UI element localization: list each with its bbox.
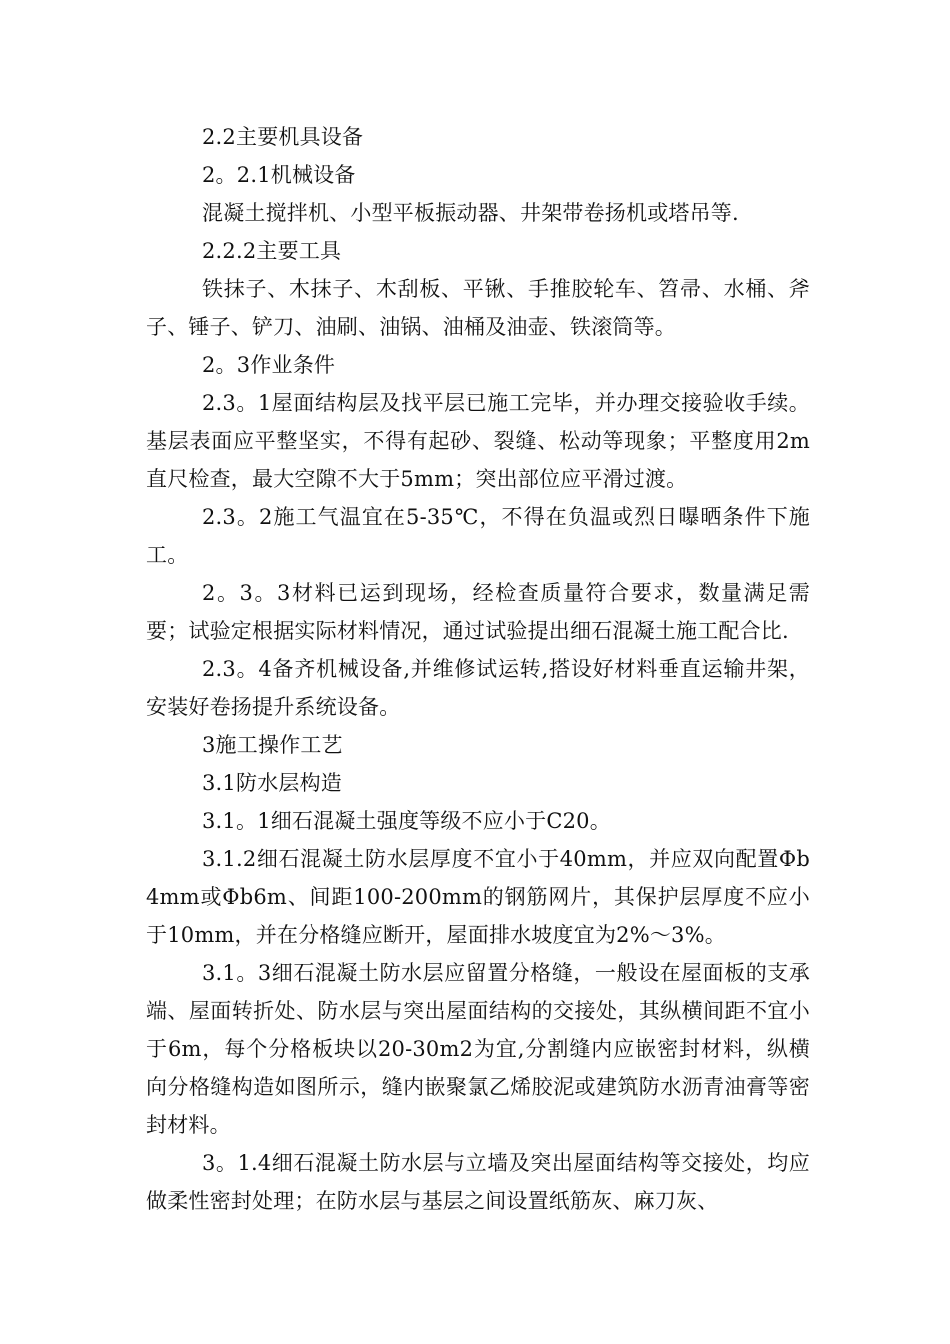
- document-body: [146, 118, 810, 1220]
- heading-2-3: 2。3作业条件: [202, 353, 336, 377]
- paragraph-2-3-2: 2.3。2施工气温宜在5-35℃，不得在负温或烈日曝晒条件下施工。: [146, 505, 810, 567]
- paragraph-3-1-4: 3。1.4细石混凝土防水层与立墙及突出屋面结构等交接处，均应做柔性密封处理；在防水层与基层之间设置纸筋灰、麻刀灰、: [146, 1151, 810, 1213]
- paragraph-machinery: 混凝土搅拌机、小型平板振动器、井架带卷扬机或塔吊等.: [202, 201, 739, 225]
- paragraph-tools: 铁抹子、木抹子、木刮板、平锹、手推胶轮车、笤帚、水桶、斧子、锤子、铲刀、油刷、油锅、油桶及油壶、铁滚筒等。: [146, 277, 810, 339]
- paragraph-3-1-1: 3.1。1细石混凝土强度等级不应小于C20。: [202, 809, 611, 833]
- paragraph-2-3-1: 2.3。1屋面结构层及找平层已施工完毕，并办理交接验收手续。基层表面应平整坚实，不得有起砂、裂缝、松动等现象；平整度用2m直尺检查，最大空隙不大于5mm；突出部位应平滑过渡。: [146, 391, 810, 491]
- heading-2-2-2: 2.2.2主要工具: [202, 239, 342, 263]
- paragraph-2-3-3: 2。3。3材料已运到现场，经检查质量符合要求，数量满足需要；试验定根据实际材料情况，通过试验提出细石混凝土施工配合比.: [146, 581, 810, 643]
- paragraph-2-3-4: 2.3。4备齐机械设备,并维修试运转,搭设好材料垂直运输井架，安装好卷扬提升系统设备。: [146, 657, 810, 719]
- heading-2-2: 2.2主要机具设备: [202, 125, 364, 149]
- heading-3-1: 3.1防水层构造: [202, 771, 342, 795]
- heading-3: 3施工操作工艺: [202, 733, 343, 757]
- paragraph-3-1-2: 3.1.2细石混凝土防水层厚度不宜小于40mm，并应双向配置Φb4mm或Φb6m、间距100-200mm的钢筋网片，其保护层厚度不应小于10mm，并在分格缝应断开，屋面排水坡度宜为2%～3%。: [146, 847, 810, 947]
- heading-2-2-1: 2。2.1机械设备: [202, 163, 356, 187]
- paragraph-3-1-3: 3.1。3细石混凝土防水层应留置分格缝，一般设在屋面板的支承端、屋面转折处、防水层与突出屋面结构的交接处，其纵横间距不宜小于6m，每个分格板块以20-30m2为宜,分割缝内应嵌密封材料，纵横向分格缝构造如图所示，缝内嵌聚氯乙烯胶泥或建筑防水沥青油膏等密封材料。: [146, 961, 810, 1137]
